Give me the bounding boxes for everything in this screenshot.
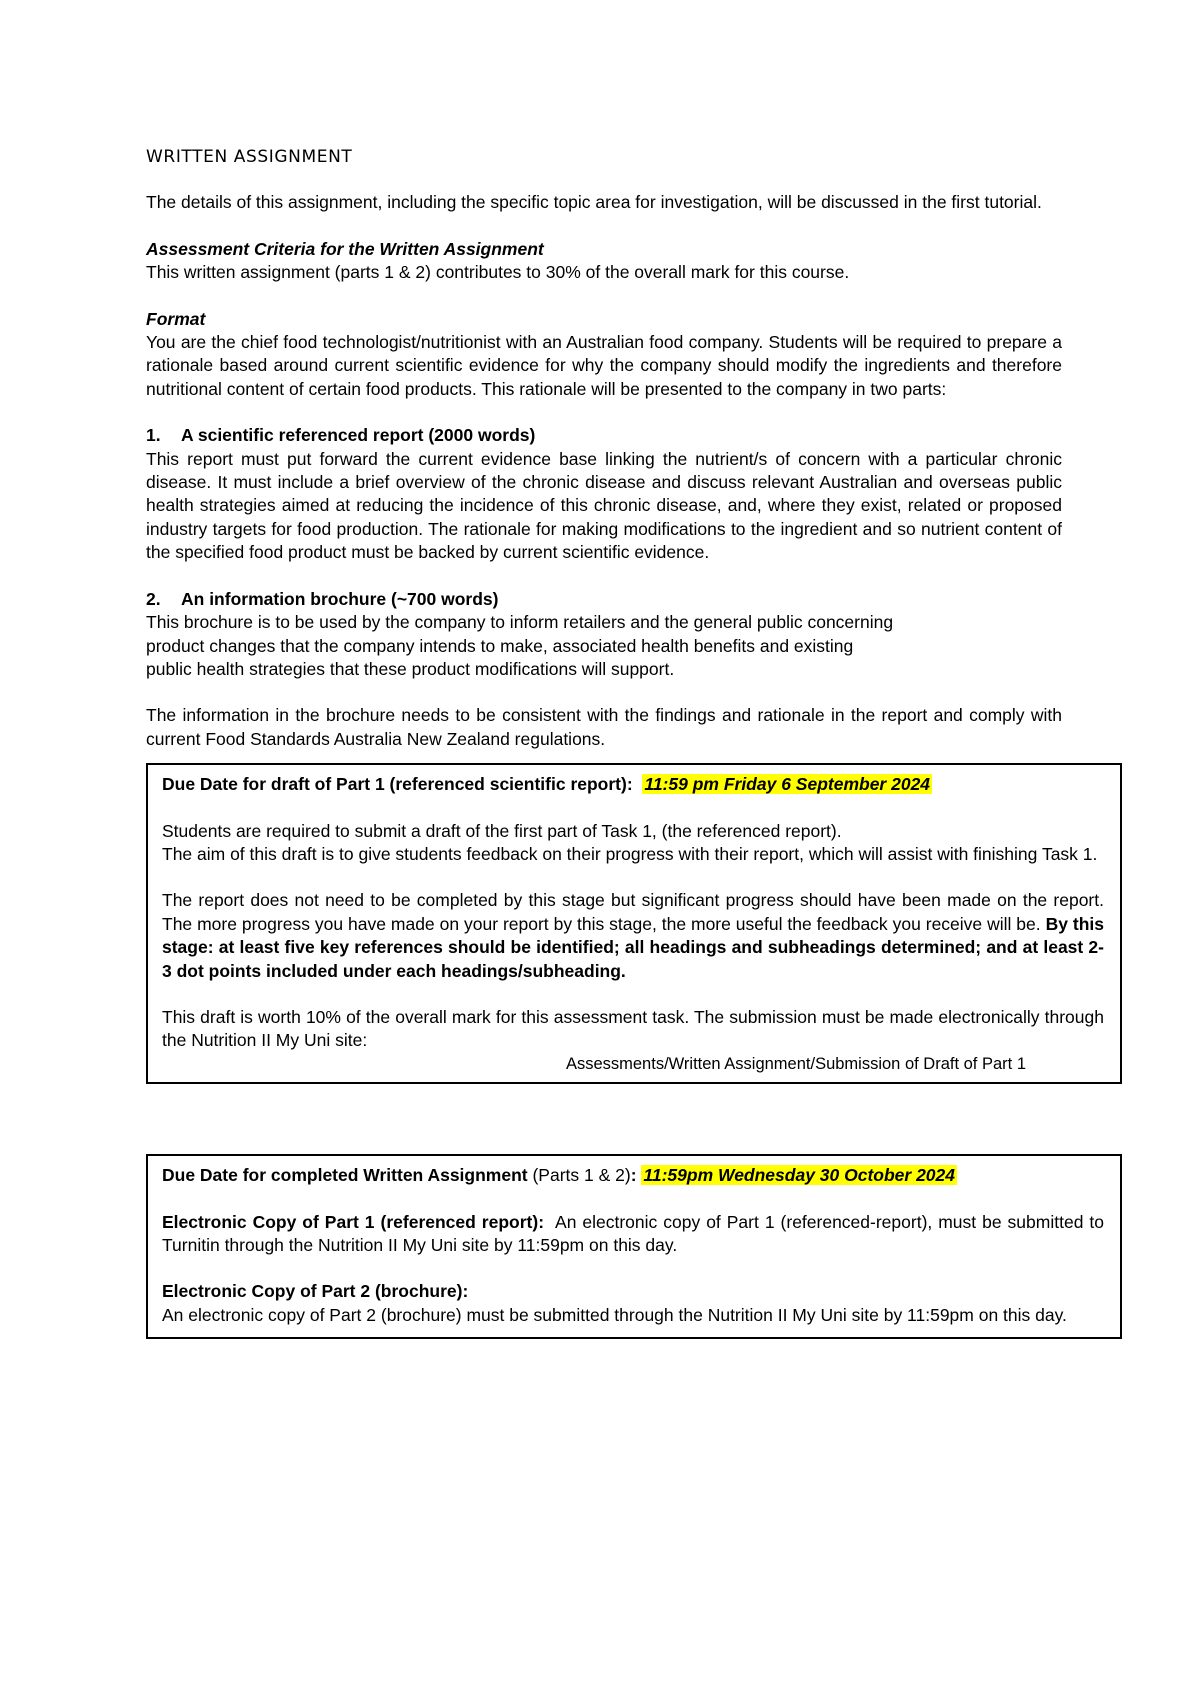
draft-worth: This draft is worth 10% of the overall mark for this assessment task. The submission must be made electronically through the Nutrition II My Uni site: bbox=[162, 1006, 1104, 1051]
format-heading: Format bbox=[146, 308, 206, 329]
electronic-part1 bbox=[162, 1211, 1104, 1258]
part1-text: This report must put forward the current evidence base linking the nutrient/s of concern with a particular chronic disease. It must include a brief overview of the chronic disease and discuss relevant Australian and overseas public health strategies aimed at reducing the incidence of this chronic disease, and, where they exist, related or proposed industry targets for food production. The rationale for making modifications to the ingredient and so nutrient content of the specified food product must be backed by current scientific evidence. bbox=[146, 448, 1062, 563]
electronic-part1-label: Electronic Copy of Part 1 (referenced report): bbox=[162, 1211, 545, 1232]
final-due-box bbox=[146, 1154, 1122, 1339]
final-due-colon: : bbox=[630, 1165, 637, 1186]
criteria-heading: Assessment Criteria for the Written Assignment bbox=[146, 238, 544, 259]
part2-line-3: public health strategies that these product modifications will support. bbox=[146, 658, 675, 679]
document-content bbox=[146, 146, 1104, 1339]
part2-number: 2. bbox=[146, 588, 161, 609]
electronic-part2-text: An electronic copy of Part 2 (brochure) must be submitted through the Nutrition II My Uni site by 11:59pm on this day. bbox=[162, 1304, 1067, 1325]
criteria-text: This written assignment (parts 1 & 2) contributes to 30% of the overall mark for this course. bbox=[146, 262, 850, 283]
draft-due-label: Due Date for draft of Part 1 (referenced scientific report): bbox=[162, 774, 633, 795]
final-due-date: 11:59pm Wednesday 30 October 2024 bbox=[643, 1165, 956, 1186]
draft-due-box bbox=[146, 763, 1122, 1084]
draft-progress-requirements: By this stage: at least five key references should be identified; all headings and subheadings determined; and at least 2-3 dot points included under each headings/subheading. bbox=[162, 913, 1104, 981]
draft-line-2: The aim of this draft is to give students feedback on their progress with their report, which will assist with finishing Task 1. bbox=[162, 843, 1098, 864]
electronic-part1-text: An electronic copy of Part 1 (referenced-report), must be submitted to Turnitin through the Nutrition II My Uni site by 11:59pm on this day. bbox=[162, 1211, 1104, 1255]
draft-due-date: 11:59 pm Friday 6 September 2024 bbox=[644, 774, 931, 795]
final-due-label: Due Date for completed Written Assignment bbox=[162, 1165, 528, 1186]
part2-line-1: This brochure is to be used by the company to inform retailers and the general public concerning bbox=[146, 612, 894, 633]
draft-progress-text: The report does not need to be completed by this stage but significant progress should have been made on the report. The more progress you have made on your report by this stage, the more useful the feedback you receive will be. bbox=[162, 890, 1104, 934]
part2-consistency: The information in the brochure needs to be consistent with the findings and rationale in the report and comply with current Food Standards Australia New Zealand regulations. bbox=[146, 705, 1062, 749]
intro-paragraph: The details of this assignment, including the specific topic area for investigation, will be discussed in the first tutorial. bbox=[146, 192, 1042, 213]
document-title: WRITTEN ASSIGNMENT bbox=[146, 147, 353, 167]
part2-title: An information brochure (~700 words) bbox=[181, 588, 499, 609]
final-due-line bbox=[162, 1164, 1104, 1187]
part1-title: A scientific referenced report (2000 words) bbox=[181, 425, 536, 446]
electronic-part2-label: Electronic Copy of Part 2 (brochure): bbox=[162, 1281, 469, 1302]
part1-number: 1. bbox=[146, 425, 161, 446]
draft-due-line bbox=[162, 773, 1104, 796]
final-due-parts: (Parts 1 & 2) bbox=[532, 1165, 631, 1186]
part1-heading bbox=[146, 424, 1062, 447]
submission-path: Assessments/Written Assignment/Submission of Draft of Part 1 bbox=[565, 1054, 1026, 1073]
part2-heading bbox=[146, 588, 1062, 611]
draft-line-1: Students are required to submit a draft of the first part of Task 1, (the referenced report). bbox=[162, 820, 842, 841]
draft-progress bbox=[162, 889, 1104, 983]
format-text: You are the chief food technologist/nutritionist with an Australian food company. Students will be required to prepare a rationale based around current scientific evidence for why the company should modify the ingredients and therefore nutritional content of certain food products. This rationale will be presented to the company in two parts: bbox=[146, 332, 1062, 399]
part2-line-2: product changes that the company intends to make, associated health benefits and existing bbox=[146, 635, 854, 656]
